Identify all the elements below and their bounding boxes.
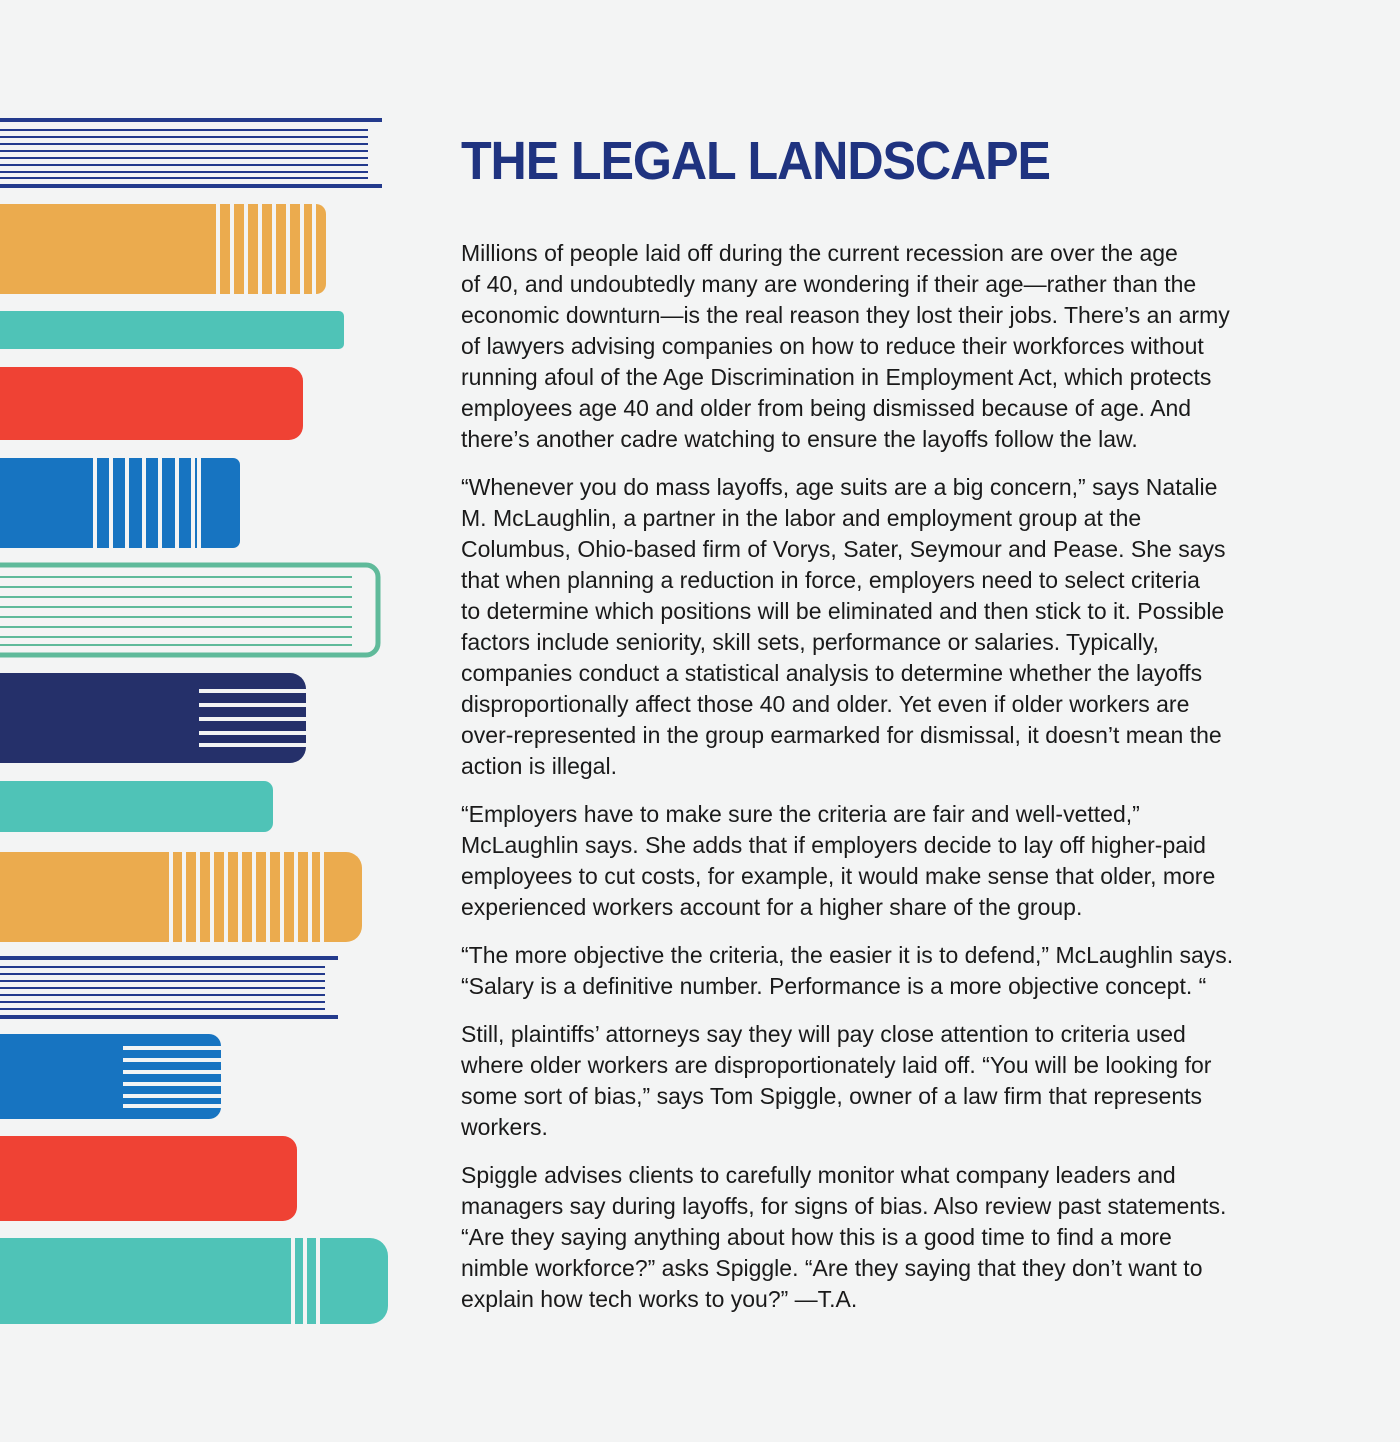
paragraph-2: [461, 472, 1341, 782]
article-body: [461, 238, 1341, 1315]
book-8: [0, 781, 273, 832]
book-2: [0, 204, 326, 294]
text-line: Spiggle advises clients to carefully monitor what company leaders and: [461, 1162, 1176, 1188]
text-line: of lawyers advising companies on how to reduce their workforces without: [461, 333, 1204, 359]
text-line: some sort of bias,” says Tom Spiggle, owner of a law firm that represents: [461, 1083, 1202, 1109]
text-line: managers say during layoffs, for signs of bias. Also review past statements.: [461, 1193, 1227, 1219]
text-line: experienced workers account for a higher share of the group.: [461, 894, 1083, 920]
book-10: [0, 956, 338, 1019]
book-11: [0, 1034, 221, 1119]
book-3: [0, 311, 344, 349]
text-line: where older workers are disproportionately laid off. “You will be looking for: [461, 1052, 1212, 1078]
paragraph-5: [461, 1019, 1341, 1143]
book-7: [0, 673, 306, 763]
text-line: “The more objective the criteria, the easier it is to defend,” McLaughlin says.: [461, 942, 1234, 968]
text-line: M. McLaughlin, a partner in the labor and employment group at the: [461, 505, 1142, 531]
text-line: explain how tech works to you?” —T.A.: [461, 1286, 858, 1312]
text-line: Millions of people laid off during the current recession are over the age: [461, 240, 1178, 266]
text-line: over-represented in the group earmarked for dismissal, it doesn’t mean the: [461, 722, 1222, 748]
book-12: [0, 1136, 297, 1221]
text-line: workers.: [461, 1114, 548, 1140]
text-line: of 40, and undoubtedly many are wondering if their age—rather than the: [461, 271, 1197, 297]
text-line: Columbus, Ohio-based firm of Vorys, Sater, Seymour and Pease. She says: [461, 536, 1226, 562]
paragraph-3: [461, 799, 1341, 923]
article-title: THE LEGAL LANDSCAPE: [461, 131, 1050, 191]
book-4: [0, 367, 303, 440]
book-6: [0, 565, 378, 655]
text-line: companies conduct a statistical analysis to determine whether the layoffs: [461, 660, 1203, 686]
text-line: action is illegal.: [461, 753, 617, 779]
text-line: “Are they saying anything about how this is a good time to find a more: [461, 1224, 1172, 1250]
text-line: running afoul of the Age Discrimination in Employment Act, which protects: [461, 364, 1212, 390]
text-line: Still, plaintiffs’ attorneys say they will pay close attention to criteria used: [461, 1021, 1186, 1047]
text-line: employees to cut costs, for example, it would make sense that older, more: [461, 863, 1216, 889]
book-5: [0, 458, 240, 548]
text-line: “Whenever you do mass layoffs, age suits are a big concern,” says Natalie: [461, 474, 1218, 500]
paragraph-6: [461, 1160, 1341, 1315]
text-line: nimble workforce?” asks Spiggle. “Are they saying that they don’t want to: [461, 1255, 1203, 1281]
text-line: employees age 40 and older from being dismissed because of age. And: [461, 395, 1192, 421]
paragraph-1: [461, 238, 1341, 455]
book-stack-illustration: [0, 0, 400, 1442]
text-line: economic downturn—is the real reason they lost their jobs. There’s an army: [461, 302, 1230, 328]
text-line: to determine which positions will be eliminated and then stick to it. Possible: [461, 598, 1225, 624]
text-line: disproportionally affect those 40 and older. Yet even if older workers are: [461, 691, 1190, 717]
text-line: “Salary is a definitive number. Performance is a more objective concept. “: [461, 973, 1207, 999]
text-line: there’s another cadre watching to ensure the layoffs follow the law.: [461, 426, 1138, 452]
text-line: factors include seniority, skill sets, performance or salaries. Typically,: [461, 629, 1159, 655]
book-13: [0, 1238, 388, 1324]
text-line: that when planning a reduction in force, employers need to select criteria: [461, 567, 1200, 593]
book-1: [0, 118, 382, 188]
paragraph-4: [461, 940, 1341, 1002]
text-line: McLaughlin says. She adds that if employers decide to lay off higher-paid: [461, 832, 1206, 858]
book-9: [0, 852, 362, 942]
article: [461, 130, 1341, 1332]
text-line: “Employers have to make sure the criteria are fair and well-vetted,”: [461, 801, 1140, 827]
